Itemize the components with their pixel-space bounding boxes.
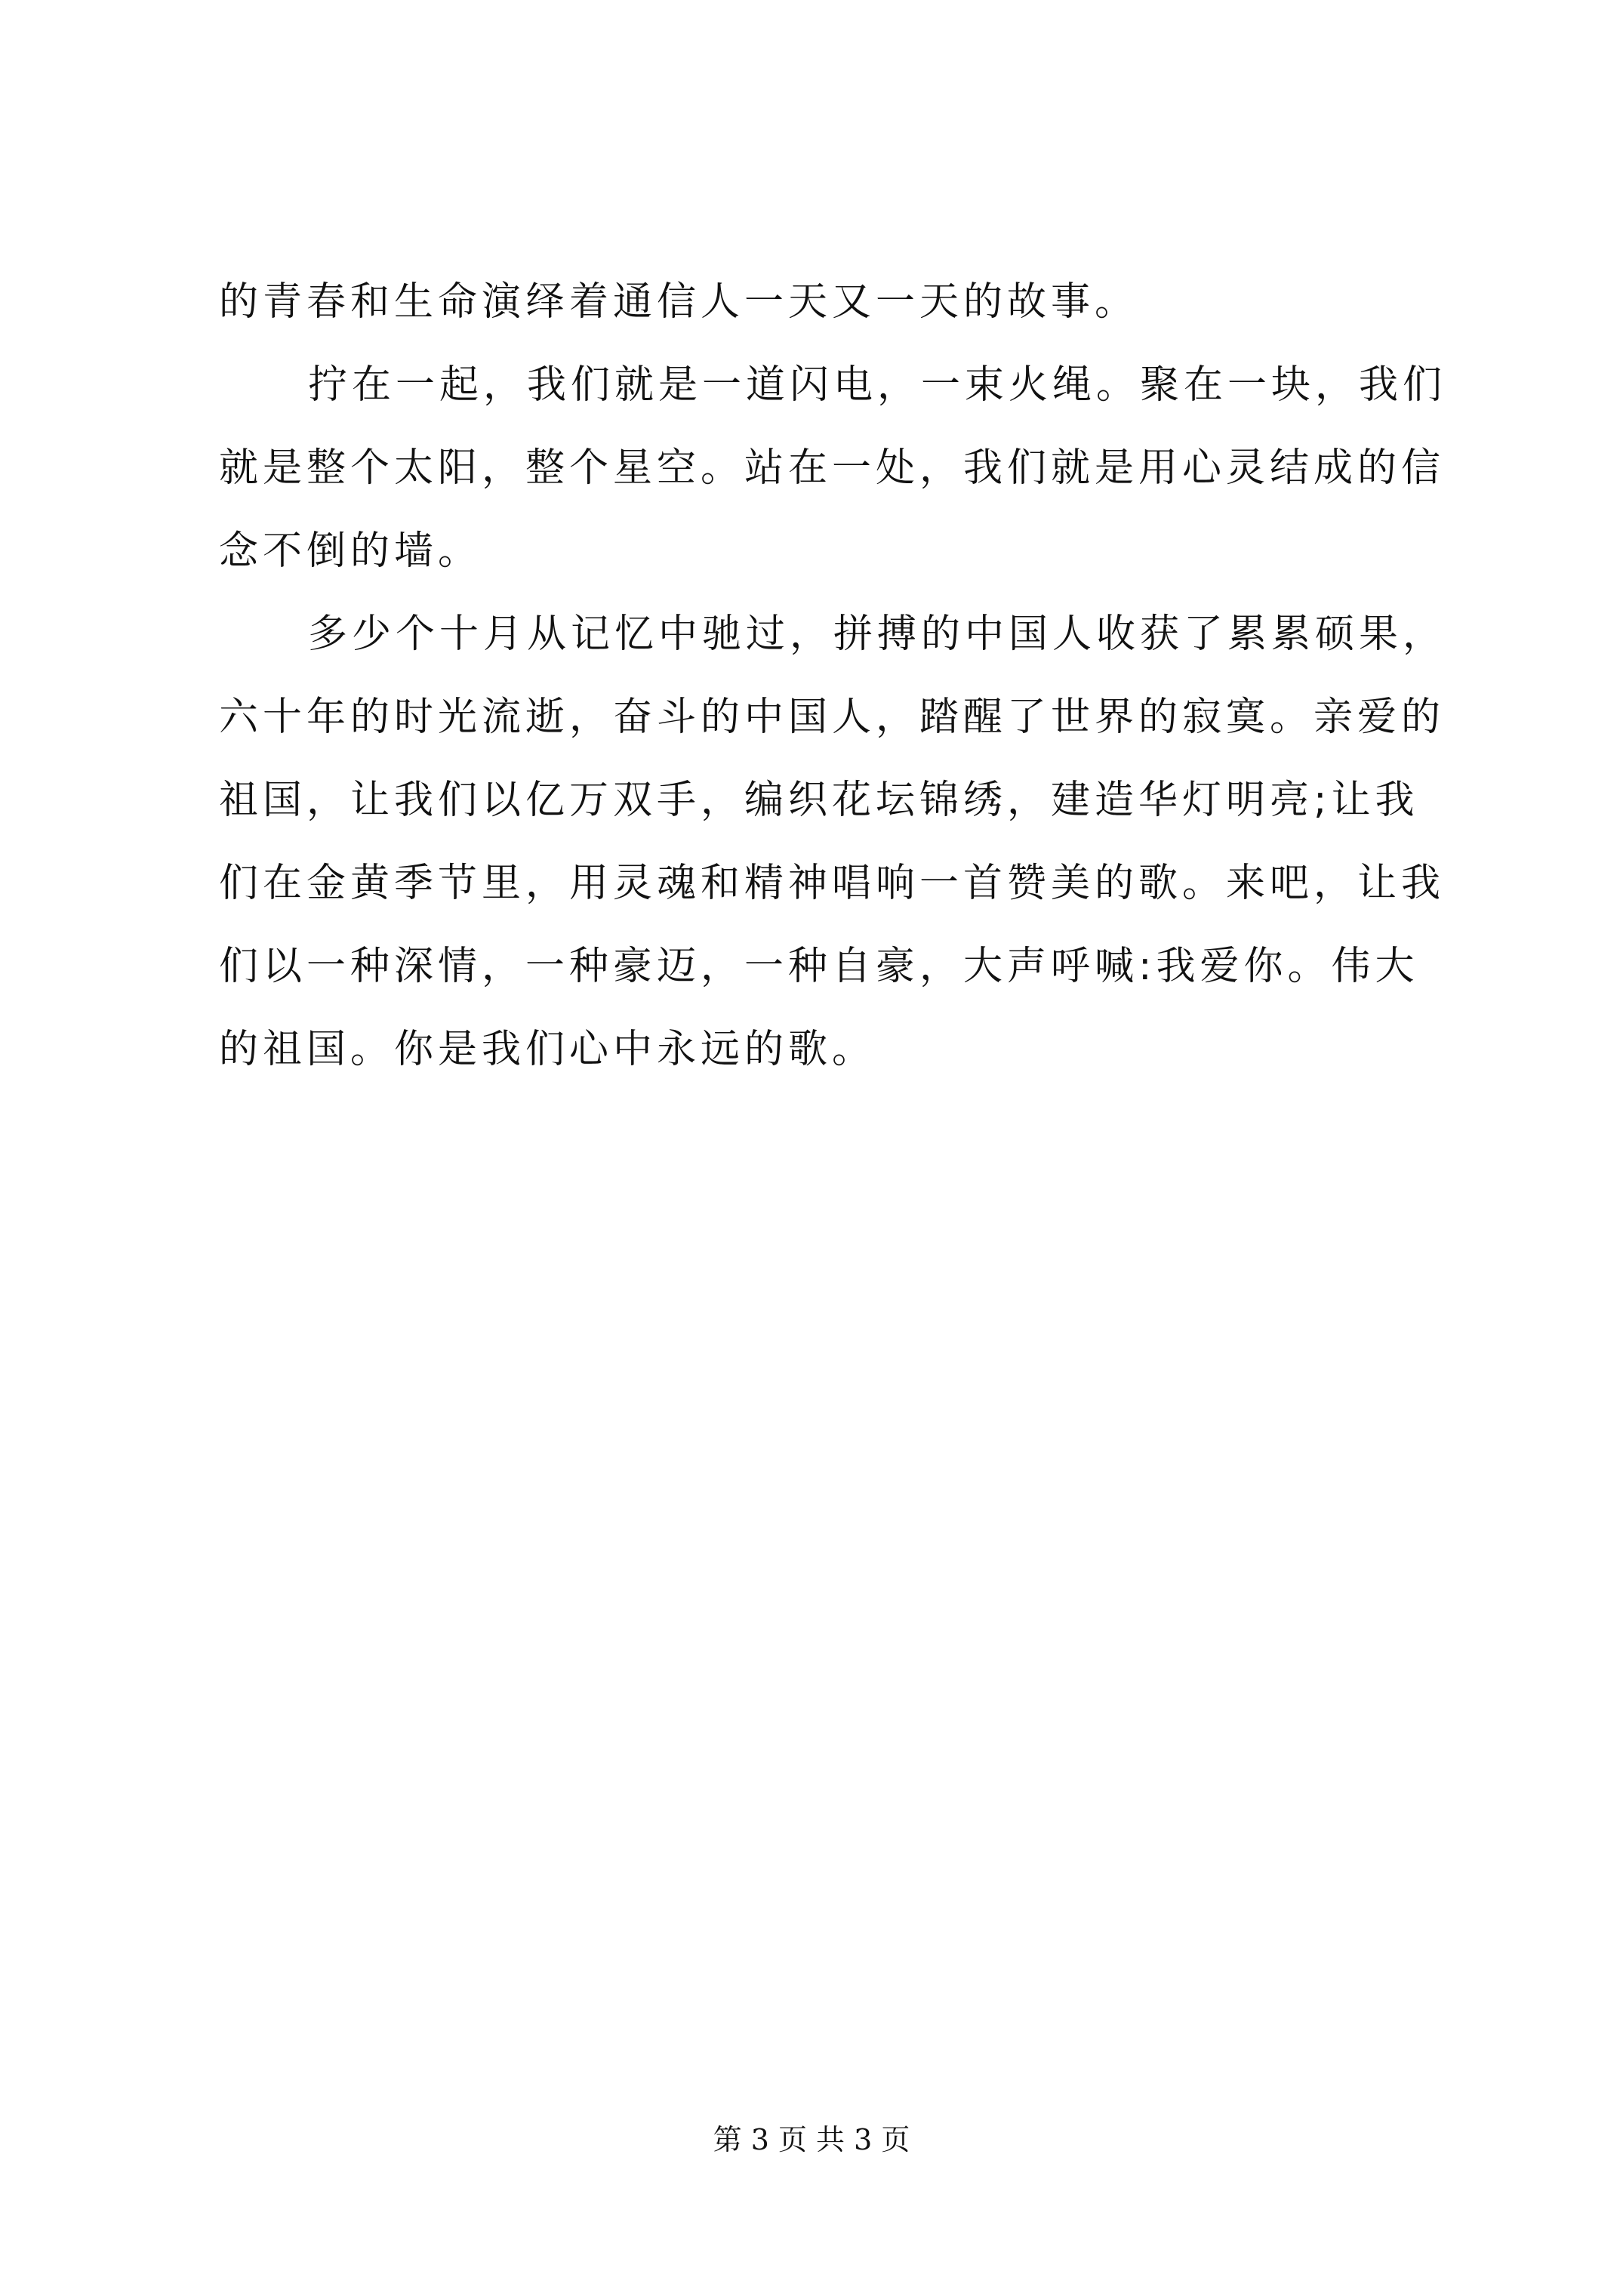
text-line: 祖国，让我们以亿万双手，编织花坛锦绣，建造华灯明亮;让我 xyxy=(219,778,1419,823)
text-line-paragraph-start: 多少个十月从记忆中驰过，拼搏的中国人收获了累累硕果， xyxy=(308,612,1447,657)
text-line-paragraph-start: 拧在一起，我们就是一道闪电，一束火绳。聚在一块，我们 xyxy=(308,362,1447,408)
text-line: 们在金黄季节里，用灵魂和精神唱响一首赞美的歌。来吧，让我 xyxy=(219,861,1446,906)
text-line: 们以一种深情，一种豪迈，一种自豪，大声呼喊:我爱你。伟大 xyxy=(219,944,1419,989)
text-line: 的祖国。你是我们心中永远的歌。 xyxy=(219,1027,876,1072)
text-line: 的青春和生命演绎着通信人一天又一天的故事。 xyxy=(219,279,1139,325)
text-line: 六十年的时光流逝，奋斗的中国人，踏醒了世界的寂寞。亲爱的 xyxy=(219,695,1446,740)
body-text xyxy=(219,260,1447,1091)
page-number-footer: 第 3 页 共 3 页 xyxy=(713,2123,910,2156)
text-line: 念不倒的墙。 xyxy=(219,529,482,574)
text-line: 就是整个太阳，整个星空。站在一处，我们就是用心灵结成的信 xyxy=(219,445,1446,491)
